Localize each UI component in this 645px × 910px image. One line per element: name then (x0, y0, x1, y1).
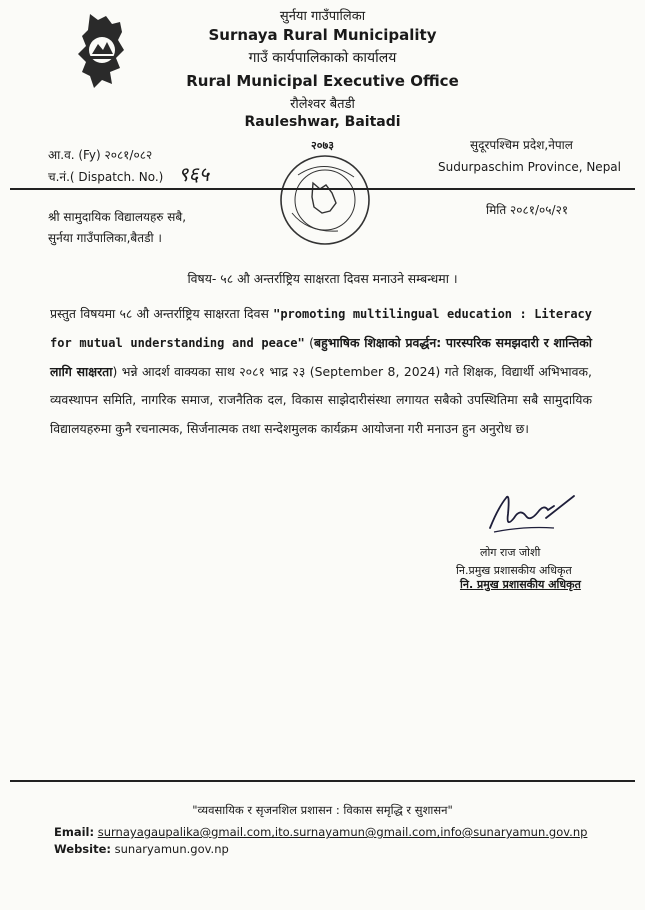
body-intro: प्रस्तुत विषयमा ५८ औ अन्तर्राष्ट्रिय साक्षरता दिवस (50, 306, 274, 321)
handwritten-signature-icon (484, 488, 580, 536)
letter-body (50, 300, 592, 444)
header-office-english: Rural Municipal Executive Office (186, 72, 459, 90)
website-link[interactable]: sunaryamun.gov.np (114, 842, 229, 856)
recipient-line-2: सुर्नया गाउँपालिका,बैतडी । (48, 231, 162, 245)
province-english: Sudurpaschim Province, Nepal (438, 160, 621, 174)
province-devanagari: सुदूरपश्चिम प्रदेश,नेपाल (470, 138, 573, 152)
recipient-line-1: श्री सामुदायिक विद्यालयहरु सबै, (48, 210, 187, 224)
body-paren-open: ( (304, 334, 314, 350)
header-municipality-devanagari: सुर्नया गाउँपालिका (279, 9, 366, 24)
header-municipality-english: Surnaya Rural Municipality (208, 26, 437, 44)
letter-subject: विषय- ५८ औ अन्तर्राष्ट्रिय साक्षरता दिवस मनाउने सम्बन्धमा । (187, 271, 458, 286)
footer-motto: "व्यवसायिक र सृजनशिल प्रशासन : विकास समृद्धि र सुशासन" (192, 803, 453, 817)
email-label: Email: (54, 825, 95, 839)
body-rest: ) भन्ने आदर्श वाक्यका साथ २०८१ भाद्र २३ (September 8, 2024) गते शिक्षक, विद्यार्थी अभिभावक, व्यवस्थापन समिति, नागरिक समाज, राजनैतिक दल, विकास साझेदारीसंस्था लगायत सबैको उपस्थितिमा सबै सामुदायिक विद्यालयहरुमा कुनै रचनात्मक, सिर्जनात्मक तथा सन्देशमुलक कार्यक्रम आयोजना गरी मनाउन हुन अनुरोध छ। (50, 363, 592, 437)
header-location-devanagari: रौलेश्वर बैतडी (290, 97, 355, 112)
header-established-year: २०७३ (311, 139, 334, 152)
header-divider (10, 188, 635, 190)
signatory-title: नि.प्रमुख प्रशासकीय अधिकृत (456, 564, 572, 577)
footer-email-row (54, 825, 587, 839)
signatory-stamp-title: नि. प्रमुख प्रशासकीय अधिकृत (460, 578, 581, 591)
header-location-english: Rauleshwar, Baitadi (244, 114, 401, 130)
letter-date: मिति २०८१/०५/२१ (486, 203, 569, 217)
body-theme-devanagari: बहुभाषिक शिक्षाको प्रवर्द्धन: पारस्परिक समझदारी र शान्तिको लागि साक्षरता (50, 334, 592, 379)
signatory-name: लोग राज जोशी (480, 546, 541, 559)
dispatch-number: ९६५ (178, 162, 210, 186)
footer-website-row (54, 842, 229, 856)
office-seal-icon (278, 153, 373, 248)
footer-divider (10, 780, 635, 782)
dispatch-label: च.नं.( Dispatch. No.) (48, 170, 164, 184)
body-theme-english: "promoting multilingual education : Literacy for mutual understanding and peace" (50, 307, 592, 350)
fiscal-year: आ.व. (Fy) २०८१/०८२ (48, 148, 153, 162)
email-links[interactable]: surnayagaupalika@gmail.com,ito.surnayamun@gmail.com,info@sunaryamun.gov.np (97, 825, 588, 839)
website-label: Website: (54, 842, 111, 856)
header-office-devanagari: गाउँ कार्यपालिकाको कार्यालय (248, 50, 397, 66)
